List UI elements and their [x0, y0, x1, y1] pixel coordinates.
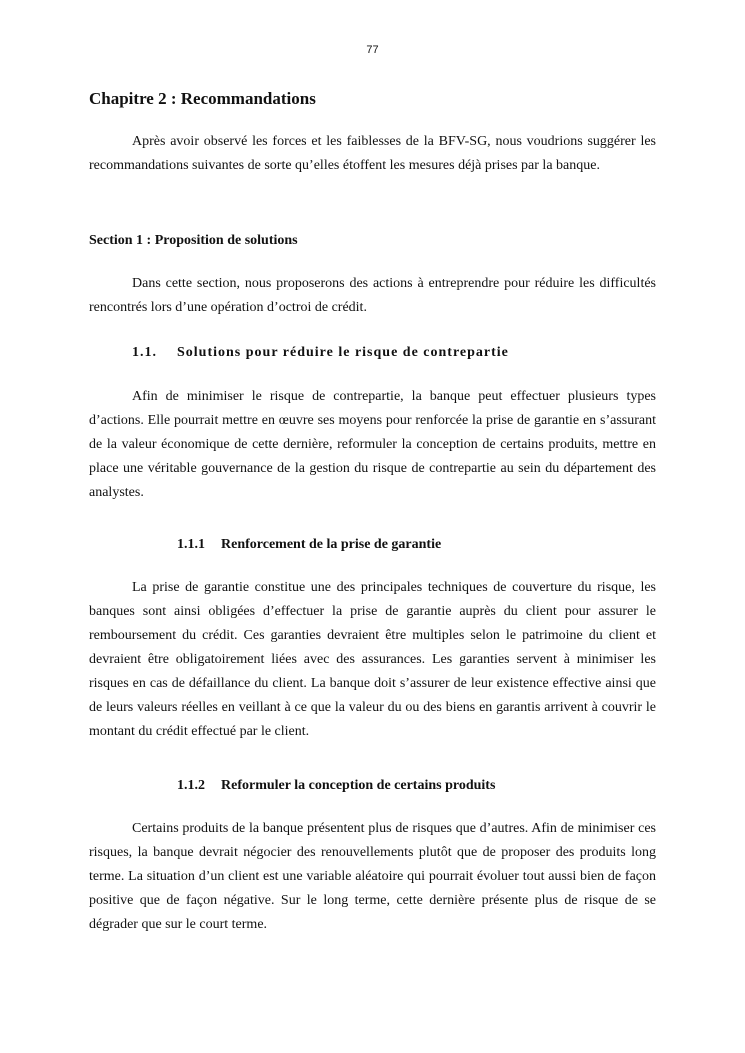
- subsection-paragraph-1-1-1: La prise de garantie constitue une des principales techniques de couverture du risque, les banques sont ainsi obligées d’effectuer la prise de garantie auprès du client pour assurer le remboursement du crédit. Ces garanties devraient être multiples selon le patrimoine du client et devraient être obligatoirement liées avec des assurances. Les garanties servent à minimiser les risques en cas de défaillance du client. La banque doit s’assurer de leur existence effective ainsi que de leurs valeurs réelles en veillant à ce que la valeur du ou des biens en garantis arrivent à couvrir le montant du crédit effectué par le client.: [89, 580, 656, 739]
- subsection-paragraph-1-1: Afin de minimiser le risque de contrepartie, la banque peut effectuer plusieurs types d’actions. Elle pourrait mettre en œuvre ses moyens pour renforcée la prise de garantie en s’assurant de la valeur économique de cette dernière, reformuler la conception de certains produits, mettre en place une véritable gouvernance de la gestion du risque de contrepartie au sein du département des analystes.: [89, 389, 656, 500]
- subsection-title: Solutions pour réduire le risque de contrepartie: [177, 345, 509, 360]
- subsection-heading-1-1-1: [177, 534, 656, 556]
- subsection-paragraph-1-1-2: Certains produits de la banque présentent plus de risques que d’autres. Afin de minimiser ces risques, la banque devrait négocier des renouvellements plutôt que de proposer des produits long terme. La situation d’un client est une variable aléatoire qui pourrait évoluer tout aussi bien de façon positive que de façon négative. Sur le long terme, cette dernière présente plus de risque de se dégrader que sur le court terme.: [89, 821, 656, 932]
- subsection-title: Renforcement de la prise de garantie: [221, 537, 442, 552]
- subsection-title: Reformuler la conception de certains produits: [221, 778, 496, 793]
- subsection-number: 1.1.1: [177, 537, 205, 552]
- chapter-title: Chapitre 2 : Recommandations: [89, 89, 316, 108]
- subsection-number: 1.1.: [132, 345, 157, 360]
- section-title: Section 1 : Proposition de solutions: [89, 233, 298, 248]
- chapter-intro-paragraph: Après avoir observé les forces et les faiblesses de la BFV-SG, nous voudrions suggérer les recommandations suivantes de sorte qu’elles étoffent les mesures déjà prises par la banque.: [89, 134, 656, 173]
- section-intro-paragraph: Dans cette section, nous proposerons des actions à entreprendre pour réduire les difficultés rencontrés lors d’une opération d’octroi de crédit.: [89, 276, 656, 315]
- subsection-heading-1-1-2: [177, 775, 656, 797]
- page-number: 77: [366, 44, 379, 56]
- subsection-number: 1.1.2: [177, 778, 205, 793]
- subsection-heading-1-1: [132, 342, 656, 364]
